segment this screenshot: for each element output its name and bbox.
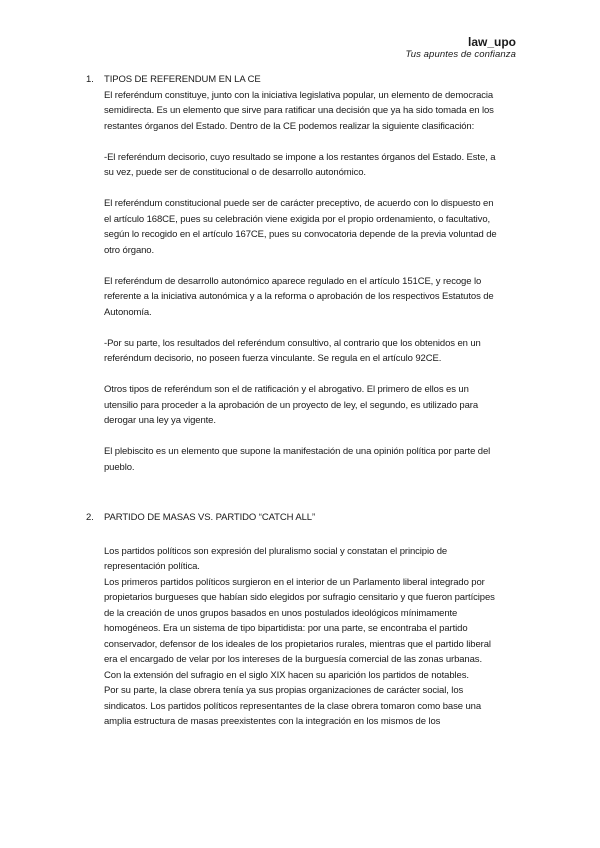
- document-body: [86, 72, 502, 730]
- s1-paragraph: -El referéndum decisorio, cuyo resultado se impone a los restantes órganos del Estado. Este, a su vez, puede ser de constitucional o de desarrollo autonómico.: [104, 151, 496, 178]
- s1-paragraph: El referéndum constituye, junto con la iniciativa legislativa popular, un elemento de democracia semidirecta. Es un elemento que sirve para ratificar una decisión que ya ha sido tomada en los restantes órganos del Estado. Dentro de la CE podemos realizar la siguiente clasificación:: [104, 89, 494, 132]
- s2-paragraph: Los primeros partidos políticos surgieron en el interior de un Parlamento liberal integrado por propietarios burgueses que habían sido elegidos por sufragio censitario y que fueron partícipes de la creación de unos grupos basados en unos postulados ideológicos mínimamente homogéneos. Era un sistema de tipo bipartidista: por una parte, se encontraba el partido conservador, defensor de los ideales de los propietarios rurales, mientras que el partido liberal era el encargado de velar por los intereses de la burguesía comercial de las zonas urbanas.: [104, 576, 495, 665]
- s1-paragraph: -Por su parte, los resultados del referéndum consultivo, al contrario que los obtenidos en un referéndum decisorio, no poseen fuerza vinculante. Se regula en el artículo 92CE.: [104, 337, 481, 364]
- s2-paragraph: Por su parte, la clase obrera tenía ya sus propias organizaciones de carácter social, los sindicatos. Los partidos políticos representantes de la clase obrera tomaron como base una amplia estructura de masas preexistentes con la integración en los mismos de los: [104, 685, 482, 727]
- section-1-heading: [86, 72, 502, 88]
- brand-name: law_upo: [467, 35, 516, 49]
- s1-paragraph: Otros tipos de referéndum son el de ratificación y el abrogativo. El primero de ellos es un utensilio para proceder a la aprobación de un proyecto de ley, el segundo, es utilizado para derogar una ley ya vigente.: [104, 384, 479, 426]
- section-2-heading: [86, 510, 502, 526]
- section-2-number: 2.: [86, 512, 94, 523]
- section-1-title: TIPOS DE REFERENDUM EN LA CE: [104, 74, 261, 85]
- brand-header: [406, 36, 517, 61]
- s2-paragraph: Los partidos políticos son expresión del pluralismo social y constatan el principio de representación política.: [104, 545, 448, 572]
- section-1-number: 1.: [86, 74, 94, 85]
- section-2-title: PARTIDO DE MASAS VS. PARTIDO “CATCH ALL”: [104, 512, 316, 523]
- s1-paragraph: El referéndum de desarrollo autonómico aparece regulado en el artículo 151CE, y recoge lo referente a la iniciativa autonómica y a la reforma o aprobación de los respectivos Estatutos de Autonomía.: [104, 275, 494, 318]
- s2-paragraph: Con la extensión del sufragio en el siglo XIX hacen su aparición los partidos de notables.: [104, 669, 469, 681]
- s1-paragraph: El plebiscito es un elemento que supone la manifestación de una opinión política por parte del pueblo.: [104, 446, 491, 473]
- brand-tagline: Tus apuntes de confianza: [405, 49, 516, 60]
- s1-paragraph: El referéndum constitucional puede ser de carácter preceptivo, de acuerdo con lo dispuesto en el artículo 168CE, pues su celebración viene exigida por el propio ordenamiento, o facultativo, según lo recogido en el artículo 167CE, pues su convocatoria depende de la previa voluntad de otro órgano.: [104, 198, 497, 256]
